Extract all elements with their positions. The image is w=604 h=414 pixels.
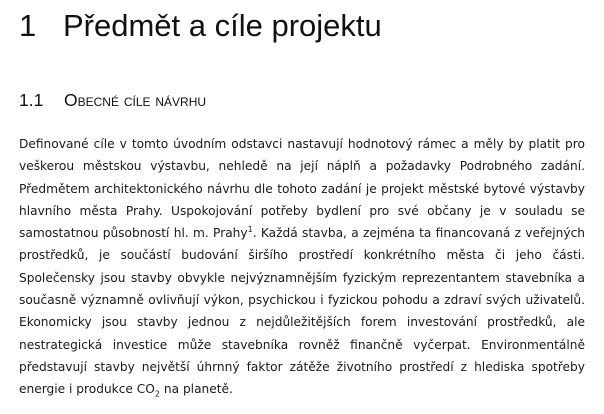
paragraph-line: Předmětem architektonického návrhu dle tohoto zadání je projekt městské bytové výstavby	[19, 181, 585, 196]
paragraph-line: prostředků, je součástí budování širšího prostředí konkrétního města či jeho části.	[19, 248, 585, 263]
paragraph-line: Společensky jsou stavby obvykle nejvýznamnějším fyzickým reprezentantem stavebníka a	[19, 270, 585, 285]
chapter-heading	[19, 6, 382, 46]
paragraph-line: Definované cíle v tomto úvodním odstavci nastavují hodnotový rámec a měly by platit pro	[19, 137, 585, 151]
line-prefix: samostatnou působností hl. m. Prahy	[19, 226, 248, 241]
line-suffix: na planetě.	[160, 382, 233, 397]
paragraph-line: současně významně ovlivňují výkon, psychickou i fyzickou pohodu a zdraví svých uživatelů.	[19, 293, 585, 308]
paragraph-line: hlavního města Prahy. Uspokojování potřeby bydlení pro své občany je v souladu se	[19, 203, 585, 218]
paragraph-line: Ekonomicky jsou stavby jednou z nejdůležitějších forem investování prostředků, ale	[19, 315, 585, 330]
body-paragraph	[19, 133, 585, 401]
chapter-number: 1	[19, 8, 37, 43]
chapter-title: Předmět a cíle projektu	[63, 8, 382, 43]
line-text: energie i produkce CO	[19, 382, 155, 397]
paragraph-line	[19, 222, 585, 244]
line-rest: Každá stavba, a zejména ta financovaná z veřejných	[260, 226, 586, 241]
paragraph-line: nestrategická investice může stavebníka rovněž finančně vyčerpat. Environmentálně	[19, 337, 585, 352]
section-title: Obecné cíle návrhu	[64, 90, 207, 110]
footnote-reference[interactable]: 1	[247, 225, 253, 235]
paragraph-line	[19, 378, 585, 400]
subscript-2: 2	[154, 389, 160, 399]
paragraph-line: představují stavby největší úhrnný faktor zátěže životního prostředí z hlediska spotřeby	[19, 359, 585, 374]
paragraph-line: veškerou městskou výstavbu, nehledě na její náplň a požadavky Podrobného zadání.	[19, 159, 585, 174]
section-number: 1.1	[19, 90, 44, 110]
footnote-period: .	[252, 226, 257, 241]
section-heading	[19, 88, 206, 112]
